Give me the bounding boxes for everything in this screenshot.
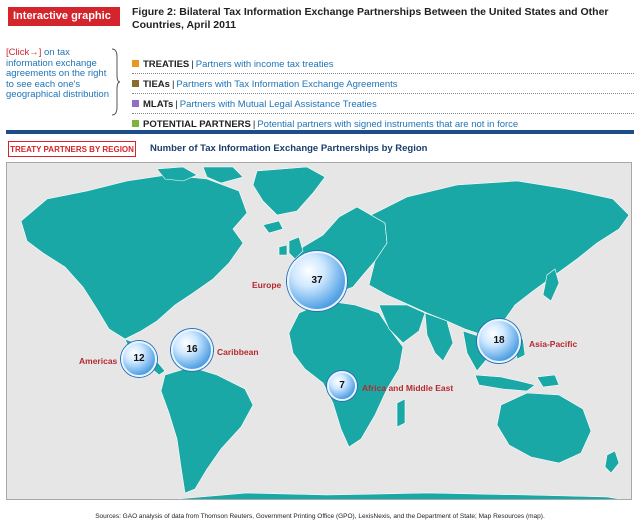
legend-desc[interactable]: Partners with Mutual Legal Assistance Treaties (179, 99, 377, 110)
legend-key: MLATs (143, 99, 174, 110)
tab-treaty-partners-by-region[interactable]: TREATY PARTNERS BY REGION (8, 141, 136, 157)
bubble-europe[interactable]: 37 (287, 251, 347, 311)
world-map-graphic (7, 163, 632, 500)
legend-desc[interactable]: Potential partners with signed instruments that are not in force (257, 119, 519, 130)
brace-icon (110, 47, 120, 117)
instructions (6, 48, 114, 101)
legend-desc[interactable]: Partners with income tax treaties (195, 59, 334, 70)
bubble-americas[interactable]: 12 (121, 341, 157, 377)
source-note: Sources: GAO analysis of data from Thomson Reuters, Government Printing Office (GPO), LexisNexis, and the Department of State; Map Resources (map). (95, 513, 545, 520)
label-europe: Europe (252, 280, 282, 290)
legend-item-tieas[interactable]: TIEAs | Partners with Tax Information Exchange Agreements (132, 77, 634, 94)
arrow-icon: →] (29, 47, 42, 58)
label-asia-pacific: Asia-Pacific (529, 339, 578, 349)
treaties-swatch-icon (132, 60, 139, 67)
world-map (6, 162, 632, 500)
tieas-swatch-icon (132, 80, 139, 87)
bubble-africa-and-middle-east[interactable]: 7 (327, 371, 357, 401)
mlats-swatch-icon (132, 100, 139, 107)
bubble-caribbean[interactable]: 16 (171, 329, 213, 371)
click-label: [Click (6, 47, 30, 58)
label-americas: Americas (79, 356, 118, 366)
legend-key: TIEAs (143, 79, 170, 90)
legend (132, 57, 634, 137)
legend-key: TREATIES (143, 59, 190, 70)
legend-item-potential-partners[interactable]: POTENTIAL PARTNERS | Potential partners with signed instruments that are not in force (132, 117, 634, 134)
bubble-asia-pacific[interactable]: 18 (477, 319, 521, 363)
legend-item-mlats[interactable]: MLATs | Partners with Mutual Legal Assistance Treaties (132, 97, 634, 114)
interactive-graphic-badge: Interactive graphic (8, 7, 120, 26)
legend-key: POTENTIAL PARTNERS (143, 119, 251, 130)
map-title: Number of Tax Information Exchange Partnerships by Region (150, 143, 428, 154)
instructions-text: on tax information exchange agreements on the right to see each one's geographical distribution (6, 47, 109, 100)
legend-desc[interactable]: Partners with Tax Information Exchange Agreements (176, 79, 398, 90)
figure-title: Figure 2: Bilateral Tax Information Exchange Partnerships Between the United States and Other Countries, April 2011 (132, 6, 609, 31)
label-africa-and-middle-east: Africa and Middle East (362, 383, 454, 393)
legend-item-treaties[interactable]: TREATIES | Partners with income tax treaties (132, 57, 634, 74)
label-caribbean: Caribbean (217, 347, 259, 357)
section-divider (6, 130, 634, 134)
potential-partners-swatch-icon (132, 120, 139, 127)
